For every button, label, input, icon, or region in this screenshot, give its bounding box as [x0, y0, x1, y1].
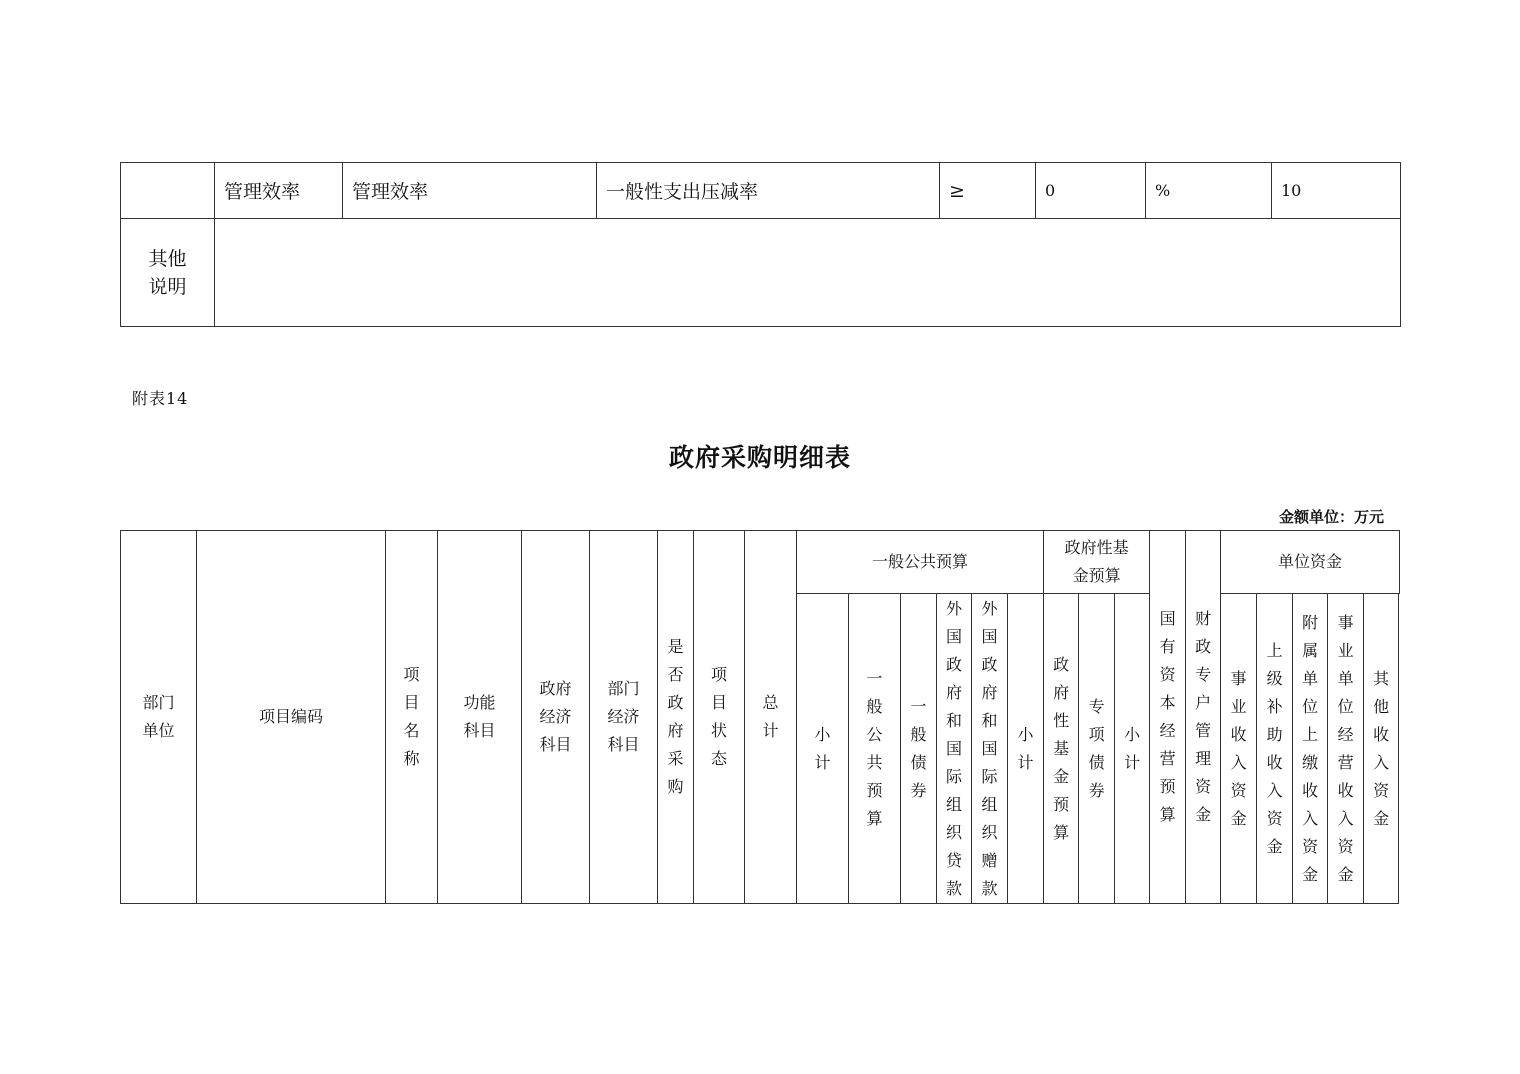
col-dept-econ-subject: 部门经济科目 [590, 531, 658, 904]
other-notes-label: 其他说明 [121, 219, 215, 327]
col-total: 总计 [745, 531, 797, 904]
col-gfb-special-bonds: 专项债券 [1079, 594, 1115, 904]
col-uf-affiliated-payment: 附属单位上缴收入资金 [1293, 594, 1328, 904]
col-function-subject: 功能科目 [438, 531, 522, 904]
page-title: 政府采购明细表 [668, 443, 851, 472]
cell-target-value: 0 [1036, 163, 1146, 219]
col-gpb-bonds: 一般债券 [901, 594, 937, 904]
appendix-label: 附表14 [132, 389, 189, 408]
col-uf-superior-subsidy: 上级补助收入资金 [1257, 594, 1293, 904]
col-fiscal-special-account: 财政专户管理资金 [1186, 531, 1221, 904]
cell-operator: ≥ [940, 163, 1036, 219]
group-gov-fund-budget: 政府性基金预算 [1044, 531, 1150, 594]
col-dept-unit: 部门单位 [121, 531, 197, 904]
cell-level2: 管理效率 [215, 163, 343, 219]
cell-level3: 管理效率 [343, 163, 597, 219]
col-project-status: 项目状态 [694, 531, 745, 904]
col-gpb-subtotal: 小计 [797, 594, 849, 904]
table-row [121, 163, 1401, 219]
cell-weight: 10 [1272, 163, 1401, 219]
cell-unit: % [1146, 163, 1272, 219]
cell-level1 [121, 163, 215, 219]
col-state-capital-budget: 国有资本经营预算 [1150, 531, 1186, 904]
col-is-gov-procurement: 是否政府采购 [658, 531, 694, 904]
col-gpb-foreign-grants: 外国政府和国际组织赠款 [972, 594, 1008, 904]
col-project-code: 项目编码 [197, 531, 386, 904]
table-row [121, 219, 1401, 327]
other-notes-content [215, 219, 1401, 327]
col-uf-business-income: 事业收入资金 [1221, 594, 1257, 904]
group-general-public-budget: 一般公共预算 [797, 531, 1044, 594]
cell-indicator: 一般性支出压减率 [597, 163, 940, 219]
col-uf-subtotal: 小计 [1115, 594, 1150, 904]
header-row [121, 531, 1400, 594]
col-gfb-subtotal: 小计 [1008, 594, 1044, 904]
col-project-name: 项目名称 [386, 531, 438, 904]
col-gfb-fund: 政府性基金预算 [1044, 594, 1079, 904]
procurement-table [120, 530, 1400, 904]
performance-table [120, 162, 1401, 327]
col-gov-econ-subject: 政府经济科目 [522, 531, 590, 904]
col-gpb-foreign-loans: 外国政府和国际组织贷款 [937, 594, 972, 904]
col-uf-other-income: 其他收入资金 [1364, 594, 1399, 904]
group-unit-funds: 单位资金 [1221, 531, 1400, 594]
col-uf-operating-income: 事业单位经营收入资金 [1328, 594, 1364, 904]
col-gpb-general: 一般公共预算 [849, 594, 901, 904]
amount-unit-label: 金额单位：万元 [1278, 508, 1384, 526]
